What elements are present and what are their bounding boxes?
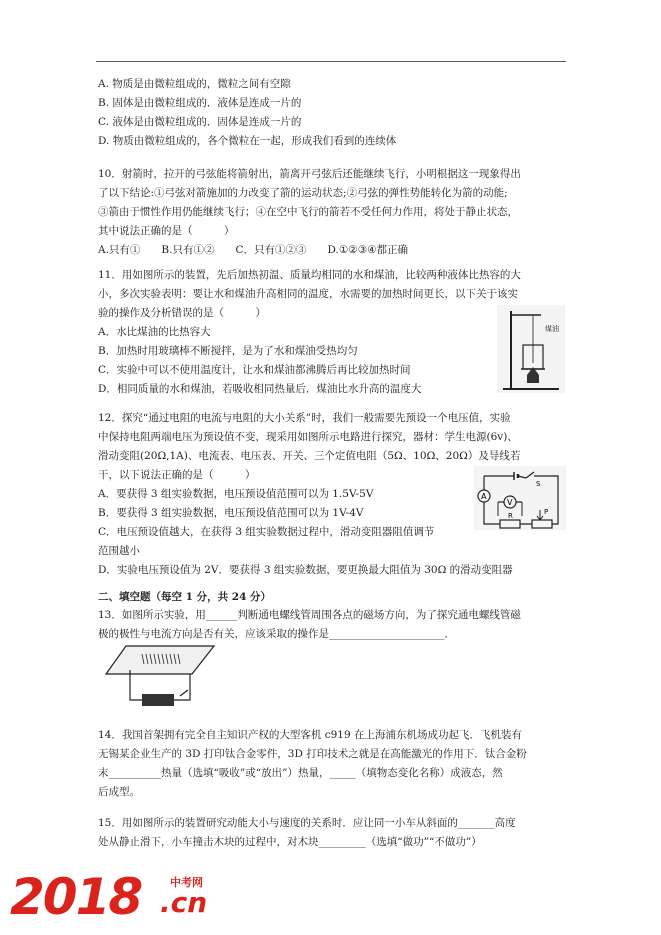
section-heading-fill-in: 二、填空题（每空 1 分，共 24 分）	[98, 591, 272, 603]
resistor-label: R	[508, 512, 513, 520]
switch-label: S	[536, 480, 541, 488]
battery-symbol	[142, 694, 174, 706]
ammeter-label: A	[481, 492, 487, 501]
slider-label: P	[544, 508, 549, 516]
logo-year: 2018	[10, 868, 142, 926]
q13-text-1: 13．如图所示实验，用______判断通电螺线管周围各点的磁场方向，为了探究通电螺线管磁	[98, 609, 521, 621]
resistor-symbol	[500, 520, 520, 528]
q9-option-c: C. 液体是由微粒组成的．固体是连成一片的	[98, 116, 302, 128]
q12-text-2: 中保持电阻两端电压为预设值不变，现采用如图所示电路进行探究，器材：学生电源(6v)、	[98, 431, 518, 443]
circuit-figure	[474, 466, 566, 530]
q11-text-3: 验的操作及分析错误的是（ ）	[98, 307, 266, 319]
q12-text-1: 12．探究“通过电阻的电流与电阻的大小关系”时，我们一般需要先预设一个电压值，实验	[98, 412, 511, 424]
q11-option-a: A．水比煤油的比热容大	[98, 326, 211, 338]
solenoid-figure	[104, 640, 216, 710]
q14-text-3: 末__________热量（选填“吸收”或“放出”）热量，_____（填物态变化名称）成液态，然	[98, 767, 503, 779]
q12-option-c-2: 范围越小	[98, 545, 140, 557]
heating-apparatus-figure	[497, 305, 565, 393]
rheostat-symbol	[532, 520, 552, 528]
q14-text-1: 14．我国首架拥有完全自主知识产权的大型客机 c919 在上海浦东机场成功起飞．飞机装有	[98, 729, 522, 741]
q9-option-b: B. 固体是由微粒组成的．液体是连成一片的	[98, 97, 302, 109]
site-logo	[10, 868, 240, 928]
q12-option-a: A．要获得 3 组实验数据，电压预设值范围可以为 1.5V-5V	[98, 488, 374, 500]
q12-text-3: 滑动变阻(20Ω,1A)、电流表、电压表、开关、三个定值电阻（5Ω、10Ω、20Ω）及导线若	[98, 450, 521, 462]
q12-option-b: B．要获得 3 组实验数据，电压预设值范围可以为 1V-4V	[98, 507, 364, 519]
q15-text-2: 处从静止滑下，小车撞击木块的过程中，对木块_________（选填“做功”“不做功”）	[98, 836, 482, 848]
q11-option-d: D．相同质量的水和煤油，若吸收相同热量后．煤油比水升高的温度大	[98, 383, 422, 395]
q11-text-1: 11．用如图所示的装置，先后加热初温、质量均相同的水和煤油，比较两种液体比热容的大	[98, 269, 521, 281]
header-rule	[96, 61, 566, 62]
voltmeter-label: V	[507, 498, 513, 507]
q9-option-a: A. 物质是由微粒组成的，微粒之间有空隙	[98, 78, 291, 90]
q11-option-c: C．实验中可以不使用温度计，让水和煤油都沸腾后再比较加热时间	[98, 364, 411, 376]
q15-text-1: 15．用如图所示的装置研究动能大小与速度的关系时．应让同一小车从斜面的_______高度	[98, 817, 516, 829]
q11-option-b: B．加热时用玻璃棒不断搅拌，是为了水和煤油受热均匀	[98, 345, 358, 357]
q12-text-4: 干，以下说法正确的是（ ）	[98, 469, 256, 481]
q12-option-c-1: C．电压预设值越大，在获得 3 组实验数据过程中，滑动变阻器阻值调节	[98, 526, 435, 538]
q10-text-1: 10．射箭时，拉开的弓弦能将箭射出，箭离开弓弦后还能继续飞行，小明根据这一现象得出	[98, 168, 521, 180]
logo-domain: .cn	[160, 886, 208, 919]
q14-text-4: 后成型。	[98, 786, 140, 798]
logo-site-name: 中考网	[170, 876, 203, 889]
q10-text-4: 其中说法正确的是（ ）	[98, 225, 235, 237]
q10-options: A.只有① B.只有①② C．只有①②③ D.①②③④都正确	[98, 244, 409, 256]
q13-text-2: 极的极性与电流方向是否有关，应该采取的操作是______________________．	[98, 628, 455, 640]
q10-text-3: ③箭由于惯性作用仍能继续飞行；④在空中飞行的箭若不受任何力作用，将处于静止状态，	[98, 206, 518, 218]
q11-text-2: 小，多次实验表明：要让水和煤油升高相同的温度，水需要的加热时间更长，以下关于该实	[98, 288, 518, 300]
q14-text-2: 无锡某企业生产的 3D 打印钛合金零件，3D 打印技术之就是在高能激光的作用下．钛合金粉	[98, 748, 527, 760]
q10-text-2: 了以下结论:①弓弦对箭施加的力改变了箭的运动状态;②弓弦的弹性势能转化为箭的动能;	[98, 187, 508, 199]
q9-option-d: D. 物质由微粒组成的，各个微粒在一起，形成我们看到的连续体	[98, 135, 397, 147]
kerosene-label: 煤油	[545, 325, 559, 333]
q12-option-d: D．实验电压预设值为 2V．要获得 3 组实验数据，要更换最大阻值为 30Ω 的滑动变阻器	[98, 564, 513, 576]
